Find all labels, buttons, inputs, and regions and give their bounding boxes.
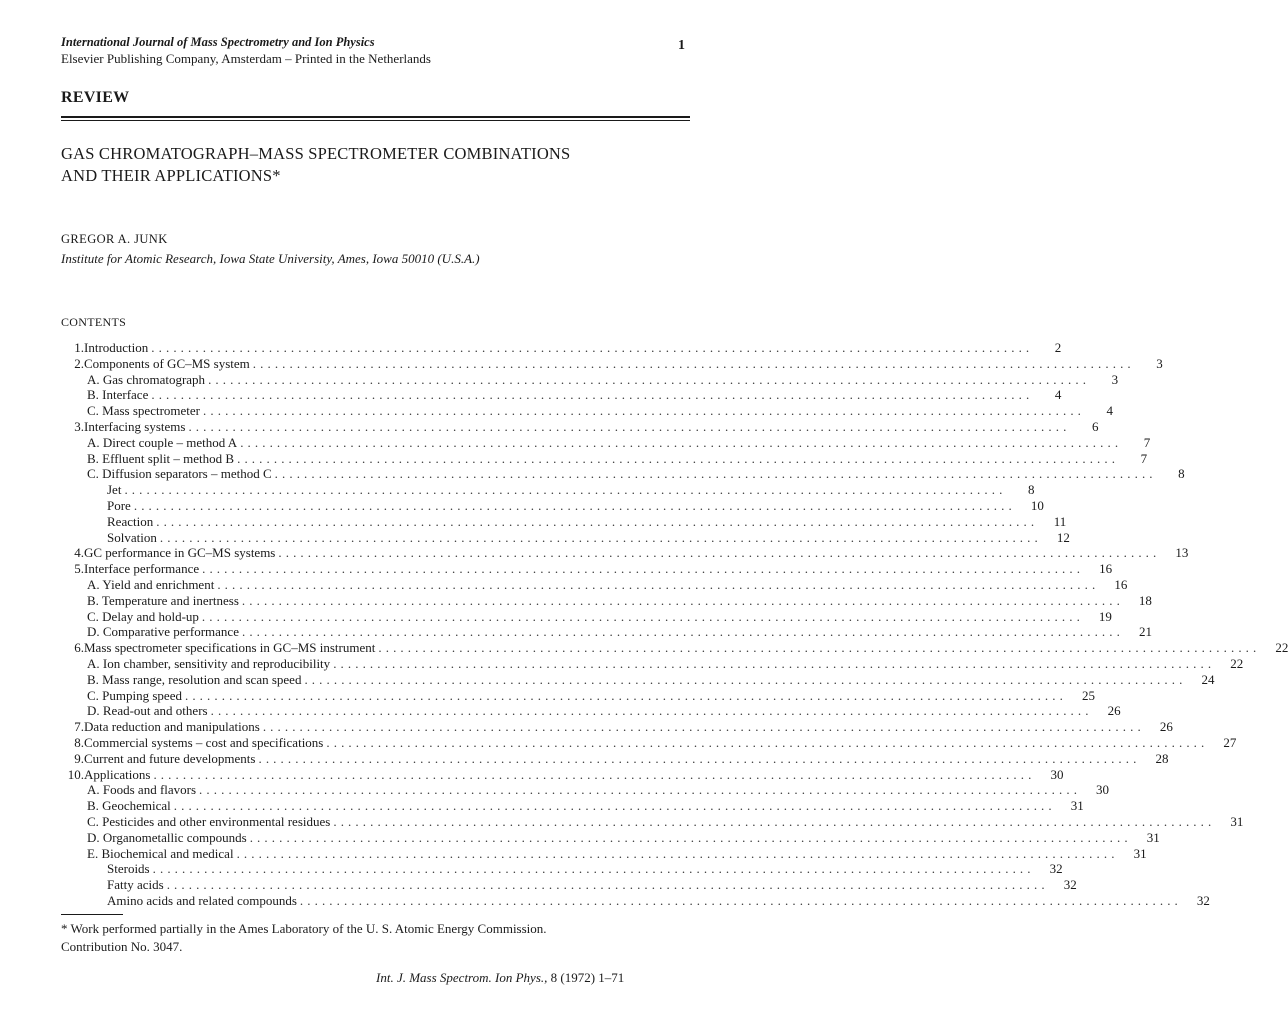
toc-entry-label: Components of GC–MS system xyxy=(84,355,250,371)
toc-entry-page: 6 xyxy=(1091,418,1099,434)
toc-entry-page: 7 xyxy=(1140,450,1148,466)
toc-entry-label: Interface performance xyxy=(84,561,200,577)
toc-entry-number: 8. xyxy=(74,734,84,750)
toc-dot-leader: ........................................................................................................................ xyxy=(240,434,1123,450)
toc-entry-page: 13 xyxy=(1175,545,1189,561)
toc-entry-label: A. Direct couple – method A xyxy=(87,434,238,450)
toc-entry-page: 27 xyxy=(1223,734,1237,750)
toc-entry xyxy=(49,482,1035,498)
toc-dot-leader: ........................................................................................................................ xyxy=(159,529,1042,545)
toc-entry xyxy=(49,687,1095,704)
toc-entry xyxy=(49,845,1147,862)
toc-entry-page: 3 xyxy=(1111,371,1119,387)
toc-entry-label: C. Delay and hold-up xyxy=(87,608,199,624)
title-line-2: AND THEIR APPLICATIONS* xyxy=(61,166,281,185)
toc-entry-number: 2. xyxy=(74,355,84,371)
toc-dot-leader: ........................................................................................................................ xyxy=(166,877,1049,893)
toc-entry-label: Pore xyxy=(107,497,131,513)
toc-entry-label: Current and future developments xyxy=(84,750,256,766)
toc-entry xyxy=(49,655,1244,672)
toc-entry-page: 8 xyxy=(1027,482,1035,498)
toc-entry-label: Amino acids and related compounds xyxy=(107,892,297,908)
toc-entry-page: 32 xyxy=(1063,877,1077,893)
toc-entry-label: C. Diffusion separators – method C xyxy=(87,466,272,482)
toc-entry-label: Introduction xyxy=(84,340,149,355)
toc-entry-label: D. Read-out and others xyxy=(87,703,208,719)
toc-entry xyxy=(49,782,1110,798)
toc-dot-leader: ........................................................................................................................ xyxy=(333,813,1216,829)
toc-entry-label: Data reduction and manipulations xyxy=(84,719,260,735)
toc-dot-leader: ........................................................................................................................ xyxy=(133,497,1016,513)
toc-entry xyxy=(49,892,1210,909)
article-title xyxy=(61,143,701,187)
toc-entry xyxy=(49,624,1152,640)
toc-entry xyxy=(49,640,1288,656)
toc-dot-leader: ........................................................................................................................ xyxy=(153,766,1036,782)
toc-entry-label: Jet xyxy=(107,482,122,498)
toc-entry-label: Reaction xyxy=(107,513,154,529)
toc-dot-leader: ........................................................................................................................ xyxy=(236,845,1119,861)
toc-dot-leader: ........................................................................................................................ xyxy=(210,703,1093,719)
citation-reference: 8 (1972) 1–71 xyxy=(550,970,625,985)
toc-entry-label: B. Interface xyxy=(87,387,149,403)
toc-entry xyxy=(49,734,1237,751)
toc-dot-leader: ........................................................................................................................ xyxy=(184,687,1067,703)
toc-entry-label: B. Effluent split – method B xyxy=(87,450,235,466)
toc-entry-page: 10 xyxy=(1030,497,1044,513)
toc-entry-page: 31 xyxy=(1146,829,1160,845)
toc-dot-leader: ........................................................................................................................ xyxy=(156,513,1039,529)
toc-entry-page: 18 xyxy=(1138,592,1152,608)
toc-entry-page: 26 xyxy=(1107,703,1121,719)
toc-dot-leader: ........................................................................................................................ xyxy=(326,734,1209,750)
toc-entry-label: Steroids xyxy=(107,861,150,877)
toc-entry xyxy=(49,861,1063,877)
toc-entry xyxy=(49,592,1152,609)
toc-entry-label: B. Temperature and inertness xyxy=(87,592,239,608)
toc-entry-label: D. Organometallic compounds xyxy=(87,829,247,845)
toc-entry-page: 24 xyxy=(1201,671,1215,687)
toc-entry xyxy=(49,355,1163,372)
toc-entry-label: Applications xyxy=(84,766,151,782)
toc-entry xyxy=(49,513,1067,530)
section-label: REVIEW xyxy=(61,89,130,106)
toc-entry xyxy=(49,387,1062,403)
toc-entry-page: 4 xyxy=(1106,403,1114,419)
footnote-rule xyxy=(61,914,123,915)
toc-entry xyxy=(49,829,1160,846)
toc-entry-label: A. Gas chromatograph xyxy=(87,371,206,387)
toc-entry-label: GC performance in GC–MS systems xyxy=(84,545,276,561)
toc-dot-leader: ........................................................................................................................ xyxy=(262,719,1145,735)
toc-entry-label: Commercial systems – cost and specifications xyxy=(84,734,324,750)
toc-dot-leader: ........................................................................................................................ xyxy=(249,829,1132,845)
toc-dot-leader: ........................................................................................................................ xyxy=(201,608,1084,624)
author-name: GREGOR A. JUNK xyxy=(61,232,168,246)
toc-entry xyxy=(49,576,1128,593)
toc-entry-page: 7 xyxy=(1143,434,1151,450)
toc-entry xyxy=(49,561,1113,577)
header-rule-thin xyxy=(61,120,690,121)
toc-dot-leader: ........................................................................................................................ xyxy=(252,355,1135,371)
toc-entry xyxy=(49,545,1189,561)
toc-entry-number: 3. xyxy=(74,418,84,434)
toc-entry-label: B. Mass range, resolution and scan speed xyxy=(87,671,302,687)
toc-entry-page: 4 xyxy=(1054,387,1062,403)
toc-entry-label: Fatty acids xyxy=(107,877,164,893)
toc-entry-label: D. Comparative performance xyxy=(87,624,239,640)
toc-entry xyxy=(49,340,1062,356)
toc-entry-page: 11 xyxy=(1053,513,1067,529)
toc-entry-label: E. Biochemical and medical xyxy=(87,845,234,861)
toc-entry xyxy=(49,877,1077,893)
table-of-contents xyxy=(49,340,1288,909)
title-line-1: GAS CHROMATOGRAPH–MASS SPECTROMETER COMBINATIONS xyxy=(61,144,571,163)
toc-entry-label: C. Pumping speed xyxy=(87,687,182,703)
toc-entry xyxy=(49,371,1119,388)
toc-entry-page: 21 xyxy=(1138,624,1152,640)
toc-entry-page: 32 xyxy=(1049,861,1063,877)
toc-entry-label: Interfacing systems xyxy=(84,418,186,434)
toc-entry-page: 22 xyxy=(1230,655,1244,671)
toc-dot-leader: ........................................................................................................................ xyxy=(378,640,1261,656)
toc-entry-page: 28 xyxy=(1155,750,1169,766)
toc-entry-page: 25 xyxy=(1081,687,1095,703)
toc-entry-label: A. Ion chamber, sensitivity and reproducibility xyxy=(87,655,331,671)
toc-dot-leader: ........................................................................................................................ xyxy=(208,371,1091,387)
toc-dot-leader: ........................................................................................................................ xyxy=(237,450,1120,466)
footnote-line-1: * Work performed partially in the Ames Laboratory of the U. S. Atomic Energy Commission. xyxy=(61,921,547,936)
toc-entry-label: A. Foods and flavors xyxy=(87,782,197,798)
toc-entry xyxy=(49,813,1244,830)
toc-entry-page: 31 xyxy=(1133,845,1147,861)
toc-dot-leader: ........................................................................................................................ xyxy=(188,418,1071,434)
toc-dot-leader: ........................................................................................................................ xyxy=(151,387,1034,403)
toc-entry-number: 6. xyxy=(74,640,84,656)
toc-dot-leader: ........................................................................................................................ xyxy=(274,466,1157,482)
toc-entry-page: 30 xyxy=(1096,782,1110,798)
toc-entry xyxy=(49,529,1070,546)
toc-entry xyxy=(49,719,1173,735)
toc-dot-leader: ........................................................................................................................ xyxy=(278,545,1161,561)
toc-entry-page: 12 xyxy=(1056,529,1070,545)
footnote xyxy=(61,920,701,956)
toc-entry xyxy=(49,608,1112,625)
toc-entry xyxy=(49,466,1185,482)
toc-entry xyxy=(49,798,1084,814)
toc-entry xyxy=(49,434,1151,451)
toc-entry-number: 5. xyxy=(74,561,84,577)
toc-entry xyxy=(49,450,1148,467)
toc-entry-page: 2 xyxy=(1054,340,1062,355)
toc-entry-label: A. Yield and enrichment xyxy=(87,576,215,592)
toc-dot-leader: ........................................................................................................................ xyxy=(124,482,1007,498)
toc-entry-page: 8 xyxy=(1178,466,1185,482)
toc-entry-page: 30 xyxy=(1050,766,1064,782)
toc-dot-leader: ........................................................................................................................ xyxy=(151,340,1034,355)
toc-entry-page: 31 xyxy=(1230,813,1244,829)
toc-entry xyxy=(49,703,1121,719)
toc-entry-page: 31 xyxy=(1070,798,1084,814)
toc-entry-number: 7. xyxy=(74,719,84,735)
toc-entry xyxy=(49,403,1114,419)
toc-entry xyxy=(49,750,1169,767)
toc-dot-leader: ........................................................................................................................ xyxy=(241,592,1124,608)
toc-dot-leader: ........................................................................................................................ xyxy=(217,576,1100,592)
author-affiliation: Institute for Atomic Research, Iowa State University, Ames, Iowa 50010 (U.S.A.) xyxy=(61,251,480,266)
toc-entry-label: C. Pesticides and other environmental residues xyxy=(87,813,331,829)
toc-entry-number: 4. xyxy=(74,545,84,561)
toc-entry-label: Mass spectrometer specifications in GC–MS instrument xyxy=(84,640,376,656)
toc-dot-leader: ........................................................................................................................ xyxy=(152,861,1035,877)
header-rule xyxy=(61,116,690,118)
toc-entry-number: 9. xyxy=(74,750,84,766)
citation-footer xyxy=(376,970,624,986)
toc-entry xyxy=(49,497,1044,514)
citation-journal: Int. J. Mass Spectrom. Ion Phys., xyxy=(376,970,548,985)
page-number: 1 xyxy=(678,38,685,53)
toc-entry xyxy=(49,766,1064,783)
toc-dot-leader: ........................................................................................................................ xyxy=(258,750,1141,766)
toc-entry-page: 26 xyxy=(1159,719,1173,735)
toc-entry-number: 1. xyxy=(74,340,84,355)
toc-entry-page: 22 xyxy=(1275,640,1288,656)
toc-dot-leader: ........................................................................................................................ xyxy=(333,655,1216,671)
publisher-line: Elsevier Publishing Company, Amsterdam – Printed in the Netherlands xyxy=(61,51,431,66)
toc-entry xyxy=(49,671,1215,688)
journal-name: International Journal of Mass Spectrometry and Ion Physics xyxy=(61,35,375,49)
toc-dot-leader: ........................................................................................................................ xyxy=(203,403,1086,419)
toc-entry-page: 16 xyxy=(1099,561,1113,577)
toc-entry-label: B. Geochemical xyxy=(87,798,171,814)
toc-dot-leader: ........................................................................................................................ xyxy=(304,671,1187,687)
toc-dot-leader: ........................................................................................................................ xyxy=(241,624,1124,640)
toc-entry-page: 16 xyxy=(1114,576,1128,592)
footnote-line-2: Contribution No. 3047. xyxy=(61,939,183,954)
toc-entry-label: Solvation xyxy=(107,529,157,545)
toc-entry xyxy=(49,418,1099,435)
toc-dot-leader: ........................................................................................................................ xyxy=(173,798,1056,814)
toc-entry-page: 19 xyxy=(1098,608,1112,624)
toc-entry-number: 10. xyxy=(67,766,84,782)
toc-dot-leader: ........................................................................................................................ xyxy=(199,782,1082,798)
toc-dot-leader: ........................................................................................................................ xyxy=(202,561,1085,577)
toc-entry-label: C. Mass spectrometer xyxy=(87,403,201,419)
toc-entry-page: 3 xyxy=(1156,355,1163,371)
toc-dot-leader: ........................................................................................................................ xyxy=(299,892,1182,908)
contents-heading: CONTENTS xyxy=(61,315,127,329)
toc-entry-page: 32 xyxy=(1196,892,1210,908)
